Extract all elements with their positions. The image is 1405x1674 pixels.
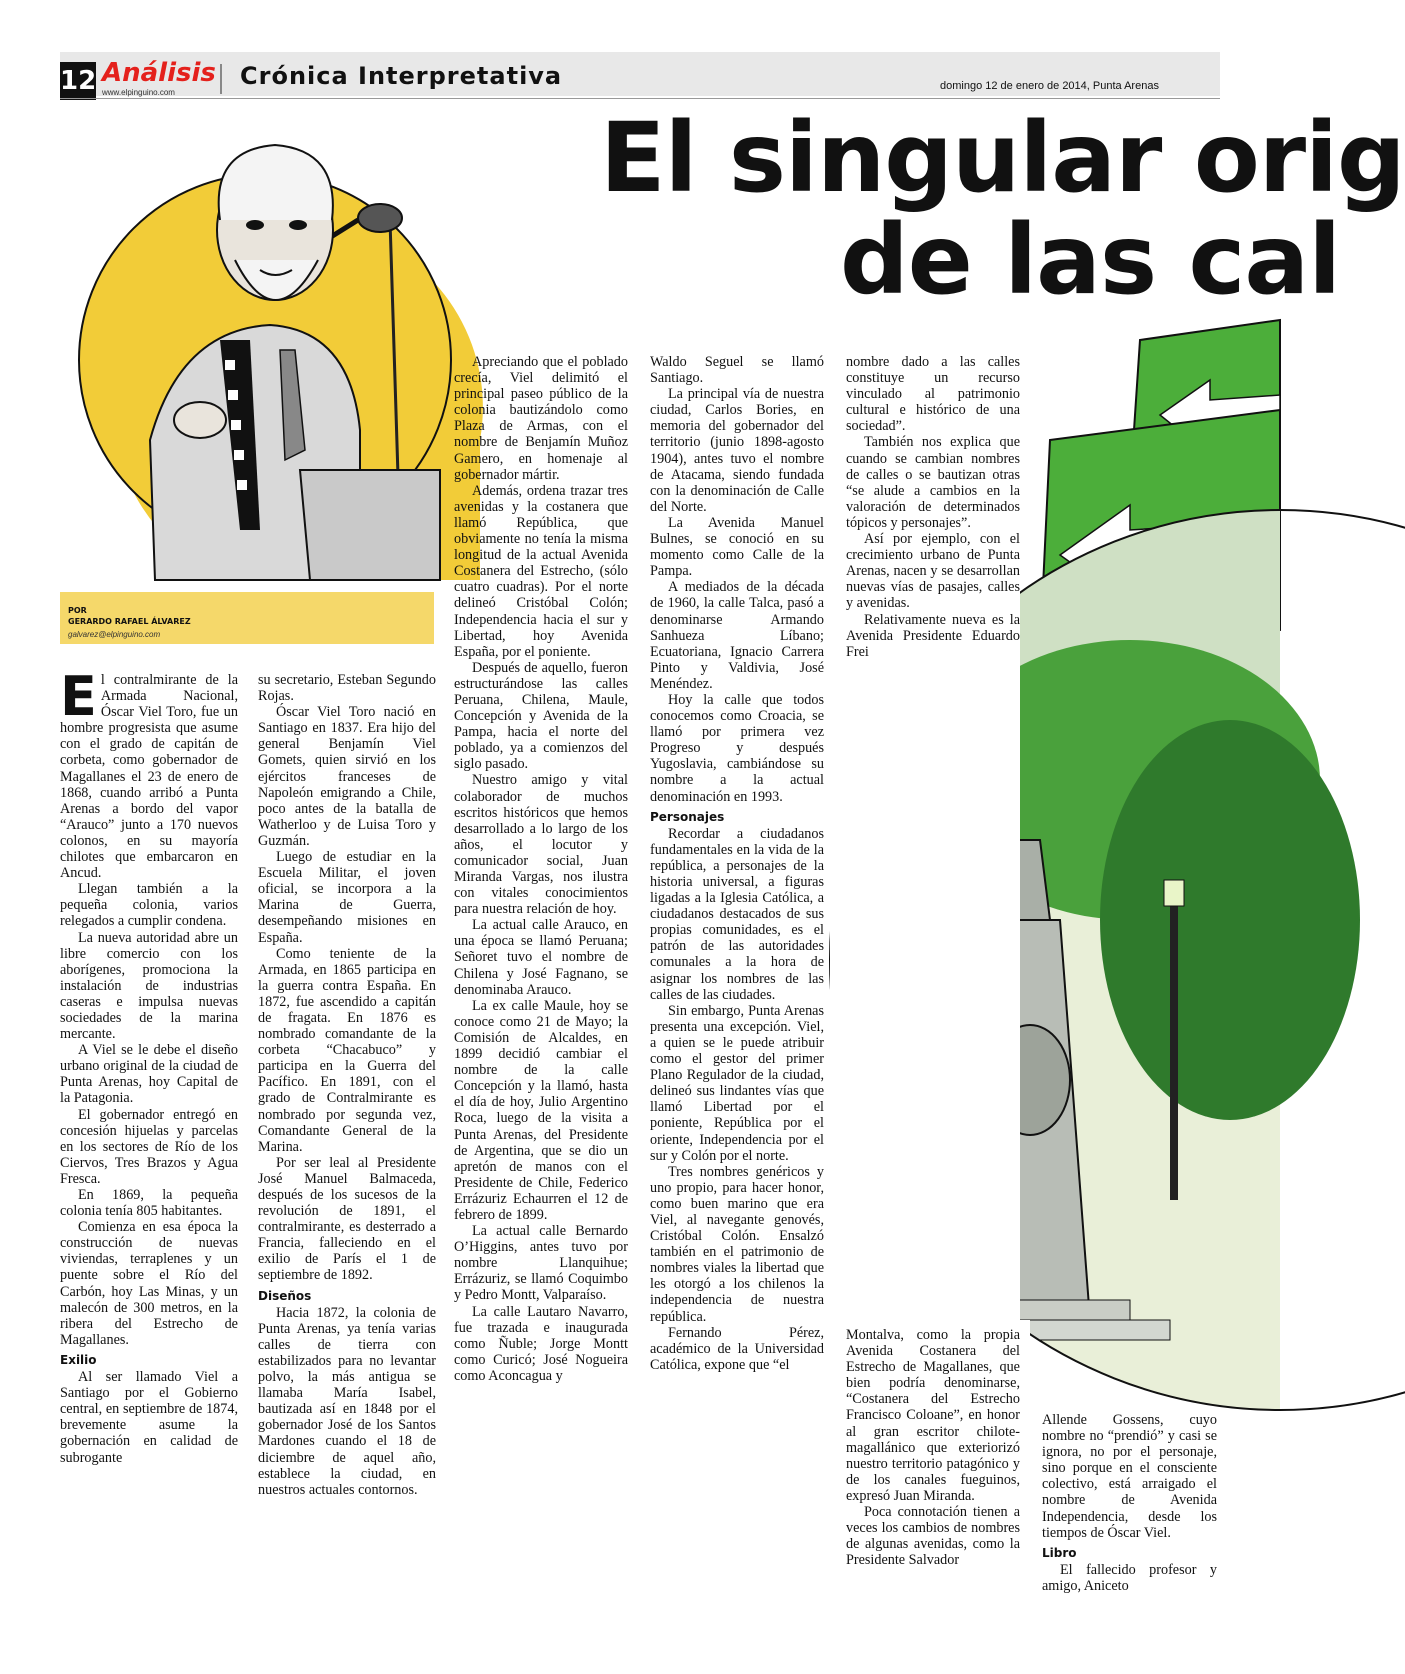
brand-url: www.elpinguino.com: [102, 88, 175, 97]
paragraph: Nuestro amigo y vital colaborador de muchos escritos históricos que hemos desarrollado a lo largo de los años, el locutor y comunicador social, Juan Miranda Vargas, nos ilustra con vitales conocimientos para nuestra relación de hoy.: [454, 772, 628, 918]
headline-line-2: de las cal: [840, 204, 1341, 316]
paragraph: Recordar a ciudadanos fundamentales en la vida de la república, a personajes de la historia universal, a figuras ligadas a la Iglesia Católica, a ciudadanos destacados de sus propias comunidades, es el patrón de las autoridades comunales a la hora de asignar los nombres de las calles de las ciudades.: [650, 825, 824, 1003]
paragraph: En 1869, la pequeña colonia tenía 805 habitantes.: [60, 1187, 238, 1220]
paragraph: Fernando Pérez, académico de la Universidad Católica, expone que “el: [650, 1324, 824, 1373]
paragraph: Allende Gossens, cuyo nombre no “prendió” y casi se ignora, no por el personaje, sino porque en el consciente colectivo, está arraigado el nombre de Avenida Independencia, desde los tiempos de Óscar Viel.: [1042, 1412, 1217, 1541]
drop-cap: E: [60, 665, 97, 728]
article-column-3: [454, 354, 628, 1384]
article-column-5: [846, 354, 1020, 660]
header-divider: [220, 64, 222, 94]
paragraph: Llegan también a la pequeña colonia, varios relegados a cumplir condena.: [60, 881, 238, 930]
paragraph: La nueva autoridad abre un libre comercio con los aborígenes, promociona la instalación de industrias caseras e impulsa nuevas sociedades de la marina mercante.: [60, 929, 238, 1043]
article-column-5-continued: [846, 1327, 1020, 1568]
subheading-exilio: Exilio: [60, 1352, 97, 1367]
paragraph: La principal vía de nuestra ciudad, Carlos Bories, en memoria del gobernador del territorio (junio 1898-agosto 1904), antes tuvo el nombre de Atacama, siendo fundada con la denominación de Calle del Norte.: [650, 386, 824, 515]
paragraph: l contralmirante de la Armada Nacional, Óscar Viel Toro, fue un hombre progresista que asume con el grado de capitán de corbeta, como gobernador de Magallanes el 23 de enero de 1868, cuando arribó a Punta Arenas a bordo del vapor “Arauco” junto a 170 nuevos colonos, en su mayoría chilotes que embarcaron en Ancud.: [60, 672, 238, 882]
article-column-1: [60, 665, 238, 1466]
paragraph: Relativamente nueva es la Avenida Presidente Eduardo Frei: [846, 611, 1020, 660]
paragraph: nombre dado a las calles constituye un recurso vinculado al patrimonio cultural e histórico de una sociedad”.: [846, 354, 1020, 435]
paragraph: Poca connotación tienen a veces los cambios de nombres de algunas avenidas, como la Presidente Salvador: [846, 1504, 1020, 1569]
paragraph: Luego de estudiar en la Escuela Militar, el joven oficial, se incorpora a la Marina de Guerra, desempeñando misiones en España.: [258, 849, 436, 946]
paragraph: Después de aquello, fueron estructurándose las calles Peruana, Chilena, Maule, Concepción y Avenida de la Pampa, hacia el norte del poblado, ya a comienzos del siglo pasado.: [454, 659, 628, 773]
paragraph: Comienza en esa época la construcción de nuevas viviendas, terraplenes y un puente sobre el Río del Carbón, hoy Las Minas, y un malecón de 300 metros, en la ribera del Estrecho de Magallanes.: [60, 1219, 238, 1348]
brand-logo: Análisis: [102, 58, 216, 88]
paragraph: Tres nombres genéricos y uno propio, para hacer honor, como buen marino que era Viel, al navegante genovés, Cristóbal Colón. Ensalzó también en el patrimonio de nombres viales la libertad que les otorgó a los chilenos la independencia de nuestra república.: [650, 1163, 824, 1325]
paragraph: La calle Lautaro Navarro, fue trazada e inaugurada como Ñuble; Jorge Montt como Curicó; José Nogueira como Aconcagua y: [454, 1303, 628, 1384]
paragraph: También nos explica que cuando se cambian nombres de calles o se bautizan otras “se alude a cambios en la valoración de determinados tópicos y personajes”.: [846, 434, 1020, 531]
dateline: domingo 12 de enero de 2014, Punta Arenas: [940, 80, 1159, 92]
paragraph: Waldo Seguel se llamó Santiago.: [650, 354, 824, 387]
paragraph: La ex calle Maule, hoy se conoce como 21 de Mayo; la Comisión de Alcaldes, en 1899 decidió cambiar el nombre de la calle Concepción y la llamó, hasta el día de hoy, Julio Argentino Roca, luego de la visita a Punta Arenas, del Presidente de Argentina, que se dio un apretón de manos con el Presidente de Chile, Federico Errázuriz Echaurren el 12 de febrero de 1899.: [454, 997, 628, 1223]
paragraph: Montalva, como la propia Avenida Costanera del Estrecho de Magallanes, que bien podría denominarse, “Costanera del Estrecho Francisco Coloane”, en honor al gran escritor chilote-magallánico que exteriorizó nuestro territorio patagónico y de los canales fueguinos, expresó Juan Miranda.: [846, 1327, 1020, 1504]
page-number: 12: [60, 62, 96, 100]
caricature-illustration: [60, 110, 440, 580]
subheading-disenos: Diseños: [258, 1288, 312, 1303]
paragraph: La Avenida Manuel Bulnes, se conoció en su momento como Calle de la Pampa.: [650, 514, 824, 580]
paragraph: Al ser llamado Viel a Santiago por el Gobierno central, en septiembre de 1874, brevemente asume la gobernación en calidad de subrogante: [60, 1369, 238, 1466]
header-rule: [60, 98, 1220, 99]
paragraph: La actual calle Bernardo O’Higgins, antes tuvo por nombre Llanquihue; Errázuriz, se llamó Coquimbo y Pedro Montt, Valparaíso.: [454, 1223, 628, 1304]
subheading-personajes: Personajes: [650, 809, 725, 824]
article-column-2: [258, 672, 436, 1498]
paragraph: Óscar Viel Toro nació en Santiago en 1837. Era hijo del general Benjamín Viel Gomets, quien sirvió en los ejércitos franceses de Napoleón emigrando a Chile, poco antes de la batalla de Watherloo y de Luisa Toro y Guzmán.: [258, 704, 436, 849]
paragraph: Hoy la calle que todos conocemos como Croacia, se llamó por primera vez Progreso y después Yugoslavia, cambiándose su nombre a la actual denominación en 1993.: [650, 691, 824, 805]
headline-line-1: El singular orig: [600, 102, 1405, 214]
paragraph: Hacia 1872, la colonia de Punta Arenas, ya tenía varias calles de tierra con estabilizados para no levantar polvo, la más antigua se llamaba María Isabel, bautizada así en 1848 por el gobernador José de los Santos Mardones cuando el 18 de diciembre de aquel año, establece la ciudad, en nuestros actuales contornos.: [258, 1304, 436, 1498]
subheading-libro: Libro: [1042, 1545, 1077, 1560]
paragraph: Sin embargo, Punta Arenas presenta una excepción. Viel, a quien se le puede atribuir como el gestor del primer Plano Regulador de la ciudad, delineó sus lindantes vías que llamó Libertad por el poniente, República por el oriente, Independencia por el sur y Colón por el norte.: [650, 1002, 824, 1164]
paragraph: Apreciando que el poblado crecía, Viel delimitó el principal paseo público de la colonia bautizándolo como Plaza de Armas, con el nombre de Benjamín Muñoz Gamero, en homenaje al gobernador mártir.: [454, 354, 628, 483]
byline-label: POR: [68, 606, 87, 615]
paragraph: Así por ejemplo, con el crecimiento urbano de Punta Arenas, nacen y se desarrollan nuevas vías de pasajes, calles y avenidas.: [846, 531, 1020, 612]
paragraph: El fallecido profesor y amigo, Aniceto: [1042, 1561, 1217, 1594]
paragraph: El gobernador entregó en concesión hijuelas y parcelas en los sectores de Río de los Ciervos, Tres Brazos y Agua Fresca.: [60, 1106, 238, 1187]
paragraph: Como teniente de la Armada, en 1865 participa en la guerra contra España. En 1872, fue ascendido a capitán de fragata. En 1876 es nombrado comandante de la corbeta “Chacabuco” y participa en la Guerra del Pacífico. En 1891, con el grado de Contralmirante es nombrado por segunda vez, Comandante General de la Marina.: [258, 945, 436, 1155]
paragraph: A mediados de la década de 1960, la calle Talca, pasó a denominarse Armando Sanhueza Líbano; Ecuatoriana, Ignacio Carrera Pinto y Valdivia, José Menéndez.: [650, 579, 824, 692]
paragraph: La actual calle Arauco, en una época se llamó Peruana; Señoret tuvo el nombre de Chilena y José Fagnano, se denominaba Arauco.: [454, 917, 628, 998]
byline-email: galvarez@elpinguino.com: [68, 630, 161, 639]
section-title: Crónica Interpretativa: [240, 62, 563, 90]
article-column-4: [650, 354, 824, 1373]
paragraph: Además, ordena trazar tres avenidas y la costanera que llamó República, que obviamente no tenía la misma longitud de la actual Avenida Costanera del Estrecho, (sólo cuatro cuadras). Por el norte delineó Cristóbal Colón; Independencia hacia el sur y Libertad, hoy Avenida España, por el poniente.: [454, 482, 628, 660]
paragraph: su secretario, Esteban Segundo Rojas.: [258, 672, 436, 705]
byline-author: GERARDO RAFAEL ÁLVAREZ: [68, 617, 191, 626]
paragraph: Por ser leal al Presidente José Manuel Balmaceda, después de los sucesos de la revolución de 1891, el contralmirante, es desterrado a Francia, falleciendo en el exilio de París el 1 de septiembre de 1892.: [258, 1154, 436, 1284]
paragraph: A Viel se le debe el diseño urbano original de la ciudad de Punta Arenas, hoy Capital de la Patagonia.: [60, 1042, 238, 1107]
article-column-6: [1042, 1412, 1217, 1594]
